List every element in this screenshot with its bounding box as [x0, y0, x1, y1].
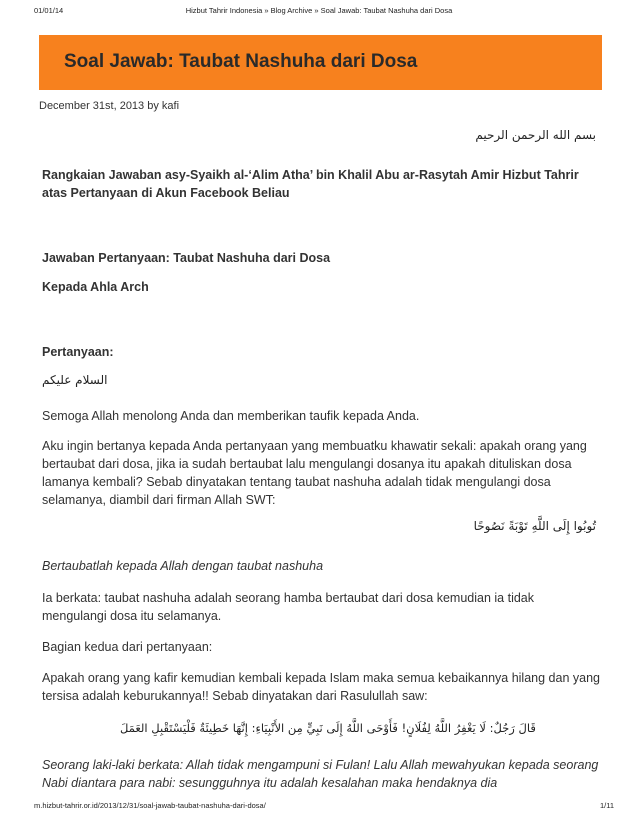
- basmalah: بسم الله الرحمن الرحيم: [475, 128, 596, 142]
- hadith-translation: Seorang laki-laki berkata: Allah tidak mengampuni si Fulan! Lalu Allah mewahyukan kepada seorang Nabi diantara para nabi: sesungguhnya itu adalah kesalahan maka hendaknya dia: [42, 758, 599, 790]
- print-header: [0, 6, 638, 20]
- paragraph-2: Aku ingin bertanya kepada Anda pertanyaan yang membuatku khawatir sekali: apakah orang yang bertaubat dari dosa, jika ia sudah bertaubat lalu mengulangi dosanya itu apakah dituliskan dosa lamanya kembali? Sebab dinyatakan tentang taubat nashuha adalah tidak mengulangi dosa selamanya, diambil dari firman Allah SWT:: [42, 439, 587, 507]
- paragraph-3: Ia berkata: taubat nashuha adalah seorang hamba bertaubat dari dosa kemudian ia tidak mengulangi dosa itu selamanya.: [42, 591, 535, 623]
- article-title[interactable]: Soal Jawab: Taubat Nashuha dari Dosa: [64, 51, 418, 72]
- salam-arabic: السلام عليكم: [42, 373, 108, 387]
- intro-paragraph: Rangkaian Jawaban asy-Syaikh al-‘Alim Atha’ bin Khalil Abu ar-Rasytah Amir Hizbut Tahrir atas Pertanyaan di Akun Facebook Beliau: [42, 168, 579, 200]
- page-url: m.hizbut-tahrir.or.id/2013/12/31/soal-jawab-taubat-nashuha-dari-dosa/: [34, 801, 266, 810]
- verse-translation: Bertaubatlah kepada Allah dengan taubat nashuha: [42, 559, 324, 573]
- addressee: Kepada Ahla Arch: [42, 280, 149, 294]
- answer-heading: Jawaban Pertanyaan: Taubat Nashuha dari Dosa: [42, 251, 331, 265]
- paragraph-4: Bagian kedua dari pertanyaan:: [42, 640, 213, 654]
- print-date: 01/01/14: [34, 6, 64, 15]
- paragraph-1: Semoga Allah menolong Anda dan memberikan taufik kepada Anda.: [42, 409, 420, 423]
- hadith-arabic: قَالَ رَجُلٌ: لَا يَغْفِرُ اللَّهُ لِفُلَانٍ! فَأَوْحَى اللَّهُ إِلَى نَبِيٍّ مِن الأَنْبِيَاءِ: إِنَّهَا خَطِيئَةٌ فَلْيَسْتَقْبِلِ العَمَلَ: [120, 721, 536, 735]
- paragraph-5: Apakah orang yang kafir kemudian kembali kepada Islam maka semua kebaikannya hilang dan yang tersisa adalah keburukannya!! Sebab dinyatakan dari Rasulullah saw:: [42, 671, 600, 703]
- title-banner: [39, 35, 602, 90]
- verse-arabic: تُوبُوا إِلَى اللَّهِ تَوْبَةً نَصُوحًا: [473, 519, 596, 533]
- page-count: 1/11: [599, 801, 614, 810]
- print-page-title: Hizbut Tahrir Indonesia » Blog Archive » Soal Jawab: Taubat Nashuha dari Dosa: [185, 6, 453, 15]
- question-label: Pertanyaan:: [42, 345, 114, 359]
- post-meta: December 31st, 2013 by kafi: [39, 100, 180, 112]
